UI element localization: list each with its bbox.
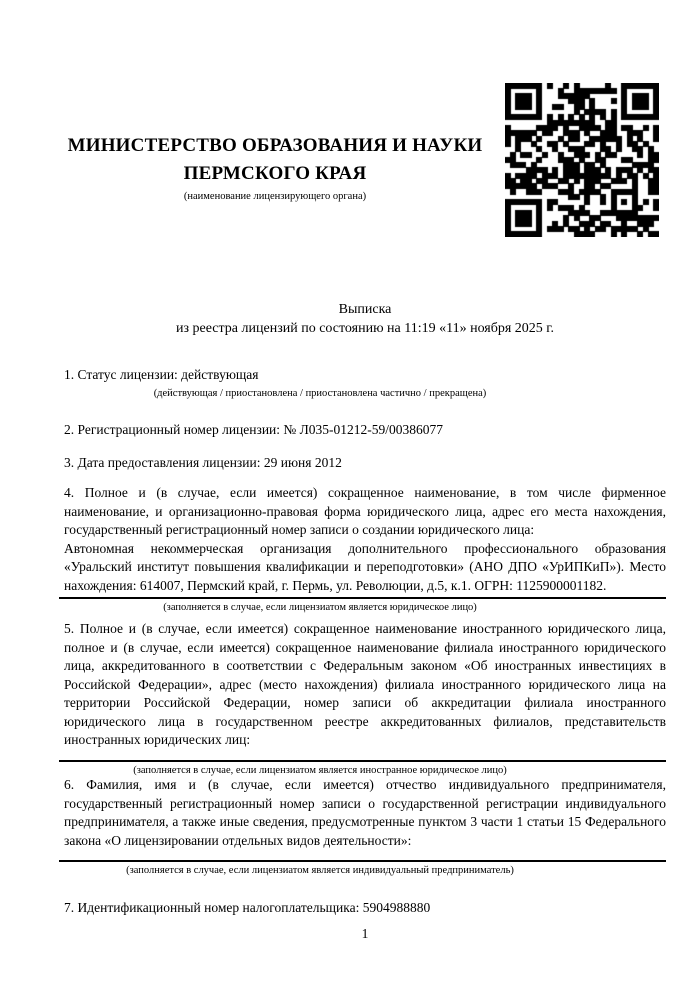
item-foreign-entity bbox=[64, 620, 666, 778]
license-date-text: 3. Дата предоставления лицензии: 29 июня 2012 bbox=[64, 455, 342, 470]
registration-number-text: 2. Регистрационный номер лицензии: № Л035-01212-59/00386077 bbox=[64, 422, 444, 437]
ministry-name-line1: МИНИСТЕРСТВО ОБРАЗОВАНИЯ И НАУКИ bbox=[67, 135, 483, 156]
qr-code-icon bbox=[505, 83, 659, 237]
legal-entity-rule bbox=[59, 597, 666, 599]
foreign-entity-rule bbox=[59, 760, 666, 762]
document-title: Выписка bbox=[338, 302, 392, 317]
item-license-date bbox=[64, 454, 666, 473]
item-license-status bbox=[64, 366, 666, 401]
document-subtitle: из реестра лицензий по состоянию на 11:19 «11» ноября 2025 г. bbox=[176, 320, 554, 336]
item-legal-entity bbox=[64, 484, 666, 615]
legal-entity-value: Автономная некоммерческая организация дополнительного профессионального образования «Уральский институт повышения квалификации и переподготовки» (АНО ДПО «УрИПКиП»). Место нахождения: 614007, Пермский край, г. Пермь, ул. Революции, д.5, к.1. ОГРН: 1125900001182. bbox=[64, 540, 666, 593]
item-taxpayer-number bbox=[64, 899, 666, 918]
item-individual-entrepreneur bbox=[64, 776, 666, 878]
individual-entrepreneur-rule bbox=[59, 860, 666, 862]
individual-entrepreneur-label: 6. Фамилия, имя и (в случае, если имеется) отчество индивидуального предпринимателя, государственный регистрационный номер записи о государственной регистрации индивидуального предпринимателя, а также иные сведения, предусмотренные пунктом 3 части 1 статьи 15 Федерального закона «О лицензировании отдельных видов деятельности»: bbox=[64, 777, 666, 848]
ministry-caption: (наименование лицензирующего органа) bbox=[183, 191, 367, 202]
taxpayer-number-text: 7. Идентификационный номер налогоплательщика: 5904988880 bbox=[64, 900, 431, 915]
ministry-header bbox=[64, 132, 486, 203]
foreign-entity-caption: (заполняется в случае, если лицензиатом является иностранное юридическое лицо) bbox=[133, 764, 507, 776]
foreign-entity-label: 5. Полное и (в случае, если имеется) сокращенное наименование иностранного юридического лица, полное и (в случае, если имеется) сокращенное наименование филиала иностранного юридического лица, аккредитованного в соответствии с Федеральным законом «Об иностранных инвестициях в Российской Федерации», адрес (место нахождения) филиала иностранного юридического лица на территории Российской Федерации, номер записи об аккредитации филиала иностранного юридического лица в государственном реестре аккредитованных филиалов, представительств иностранных юридических лиц: bbox=[64, 621, 666, 747]
document-title-block bbox=[64, 301, 666, 338]
ministry-name-line2: ПЕРМСКОГО КРАЯ bbox=[183, 163, 367, 184]
individual-entrepreneur-caption: (заполняется в случае, если лицензиатом является индивидуальный предприниматель) bbox=[126, 865, 514, 876]
license-status-caption: (действующая / приостановлена / приостановлена частично / прекращена) bbox=[153, 387, 487, 399]
legal-entity-caption: (заполняется в случае, если лицензиатом является юридическое лицо) bbox=[163, 602, 477, 613]
legal-entity-label: 4. Полное и (в случае, если имеется) сокращенное наименование, в том числе фирменное наименование, и организационно-правовая форма юридического лица, адрес его места нахождения, государственный регистрационный номер записи о создании юридического лица: bbox=[64, 485, 666, 537]
page-number: 1 bbox=[361, 926, 369, 941]
item-registration-number bbox=[64, 421, 666, 440]
license-status-text: 1. Статус лицензии: действующая bbox=[64, 367, 259, 382]
